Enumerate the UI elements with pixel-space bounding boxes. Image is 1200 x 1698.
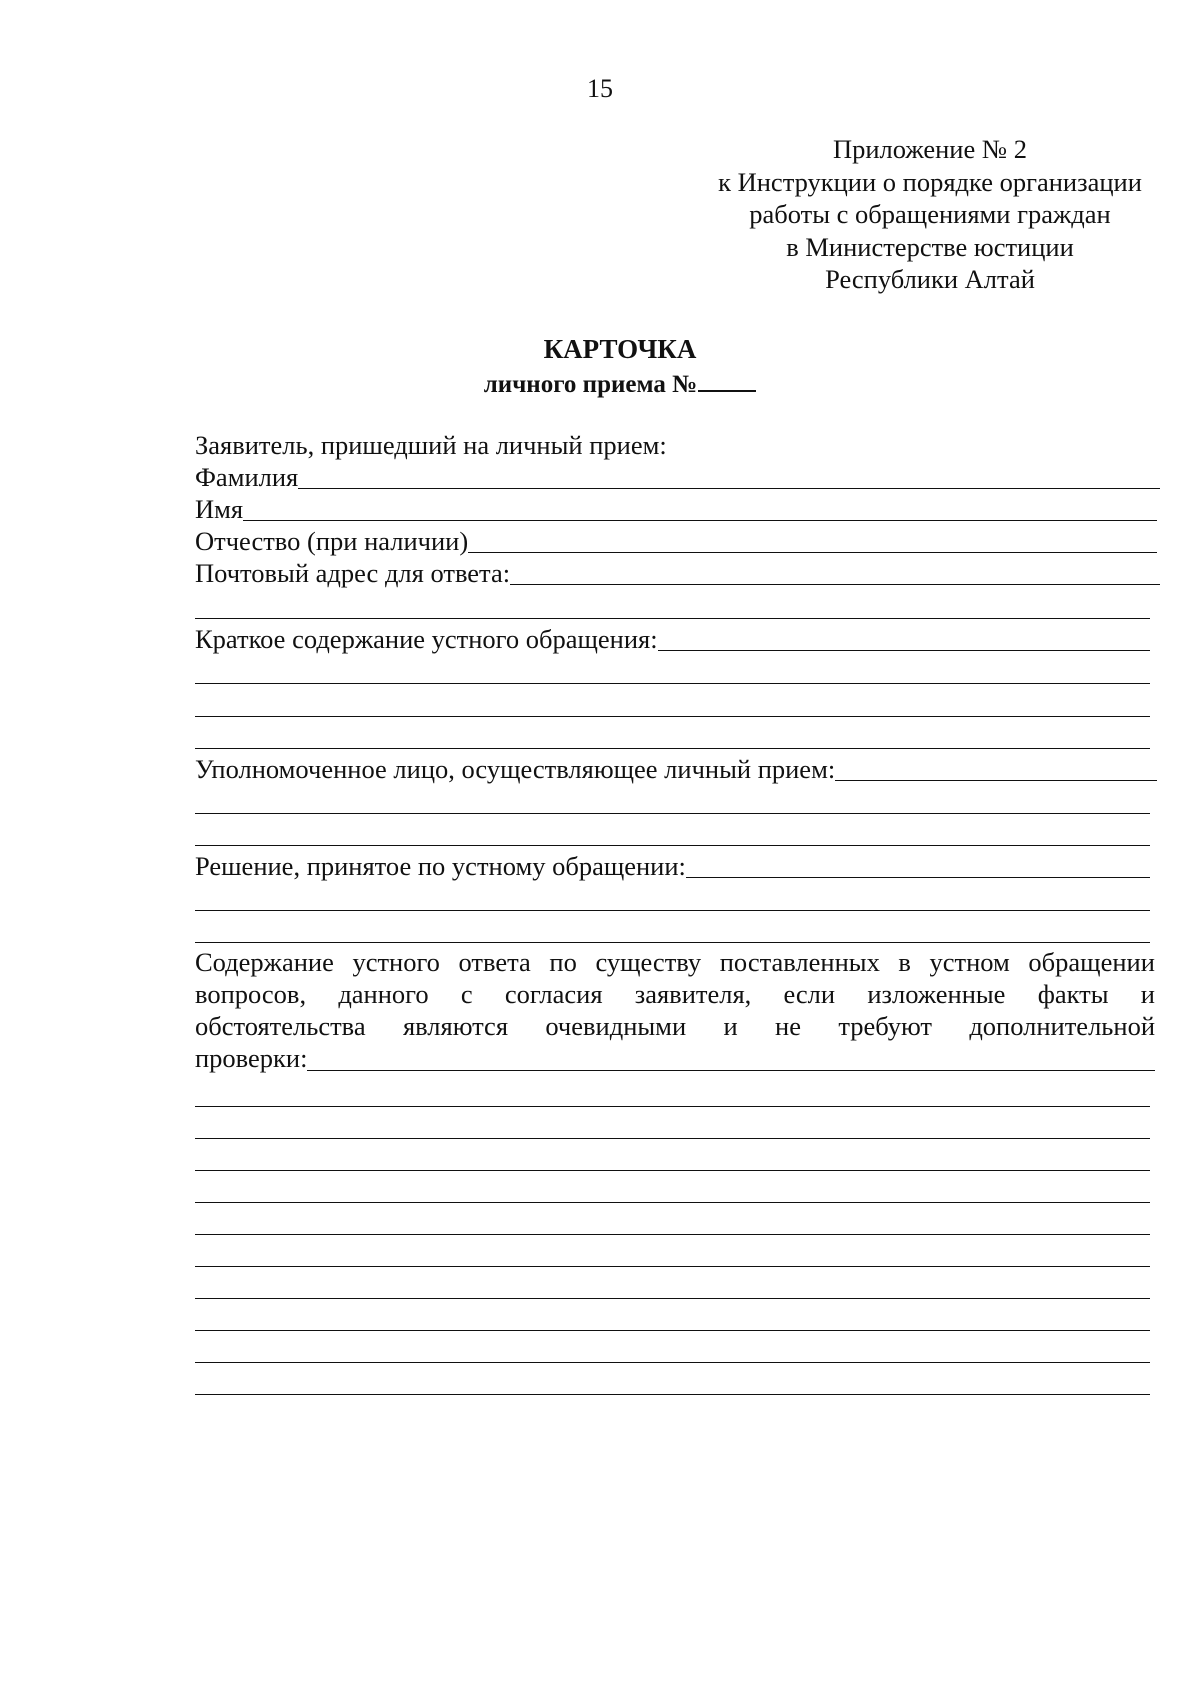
paragraph-word: Содержание (195, 947, 334, 977)
paragraph-word: устном (929, 947, 1010, 977)
paragraph-line (195, 1010, 1155, 1042)
answer-extra-line[interactable] (195, 1170, 1150, 1171)
official-extra-line[interactable] (195, 813, 1150, 814)
paragraph-word: требуют (838, 1011, 932, 1041)
answer-extra-line[interactable] (195, 1298, 1150, 1299)
answer-extra-line[interactable] (195, 1266, 1150, 1267)
appendix-line: к Инструкции о порядке организации (718, 166, 1142, 197)
answer-paragraph (195, 946, 1155, 1074)
paragraph-word: данного (338, 979, 429, 1009)
paragraph-word: и (1140, 979, 1155, 1009)
decision-label: Решение, принятое по устному обращении: (195, 851, 686, 881)
paragraph-word: и (723, 1011, 738, 1041)
paragraph-word: факты (1037, 979, 1109, 1009)
address-label: Почтовый адрес для ответа: (195, 558, 511, 588)
address-row (195, 558, 1160, 588)
answer-extra-line[interactable] (195, 1330, 1150, 1331)
surname-row (195, 462, 1160, 492)
paragraph-word: с (460, 979, 473, 1009)
paragraph-word: дополнительной (969, 1011, 1155, 1041)
card-subtitle: личного приема № (483, 371, 698, 398)
paragraph-word: заявителя, (634, 979, 752, 1009)
paragraph-word: согласия (504, 979, 603, 1009)
address-field[interactable] (510, 560, 1160, 585)
summary-row (195, 624, 1150, 654)
official-field[interactable] (835, 756, 1157, 781)
appendix-line: в Министерстве юстиции (786, 231, 1074, 262)
appendix-line: Приложение № 2 (832, 134, 1027, 164)
decision-field[interactable] (686, 853, 1150, 878)
paragraph-word: если (783, 979, 836, 1009)
paragraph-word: в (898, 947, 911, 977)
appendix-line: работы с обращениями граждан (749, 199, 1111, 229)
paragraph-word: по (549, 947, 577, 977)
paragraph-word: обстоятельства (195, 1011, 366, 1041)
paragraph-word: изложенные (867, 979, 1006, 1009)
decision-extra-line[interactable] (195, 910, 1150, 911)
patronymic-row (195, 526, 1157, 556)
paragraph-line (195, 978, 1155, 1010)
answer-extra-line[interactable] (195, 1234, 1150, 1235)
answer-extra-line[interactable] (195, 1138, 1150, 1139)
name-field[interactable] (243, 496, 1157, 521)
card-title: КАРТОЧКА (543, 334, 697, 364)
official-extra-line[interactable] (195, 845, 1150, 846)
answer-extra-line[interactable] (195, 1202, 1150, 1203)
paragraph-word: вопросов, (195, 979, 307, 1009)
decision-row (195, 851, 1150, 881)
summary-extra-line[interactable] (195, 748, 1150, 749)
applicant-heading-row (195, 430, 895, 460)
summary-label: Краткое содержание устного обращения: (195, 624, 658, 654)
paragraph-word: устного (352, 947, 440, 977)
answer-label: проверки: (195, 1043, 308, 1073)
answer-extra-line[interactable] (195, 1394, 1150, 1395)
answer-extra-line[interactable] (195, 1106, 1150, 1107)
summary-extra-line[interactable] (195, 716, 1150, 717)
address-extra-line[interactable] (195, 618, 1150, 619)
official-label: Уполномоченное лицо, осуществляющее личный прием: (195, 754, 836, 784)
paragraph-word: поставленных (719, 947, 880, 977)
surname-label: Фамилия (195, 462, 299, 492)
summary-extra-line[interactable] (195, 683, 1150, 684)
paragraph-line (195, 1042, 1155, 1074)
paragraph-word: ответа (458, 947, 531, 977)
paragraph-word: не (775, 1011, 801, 1041)
name-row (195, 494, 1157, 524)
paragraph-word: существу (595, 947, 702, 977)
paragraph-word: обращении (1028, 947, 1155, 977)
patronymic-field[interactable] (468, 528, 1157, 553)
applicant-heading: Заявитель, пришедший на личный прием: (195, 430, 667, 460)
paragraph-word: очевидными (545, 1011, 687, 1041)
answer-field[interactable] (307, 1046, 1155, 1071)
card-number-field[interactable] (698, 366, 756, 392)
paragraph-line (195, 946, 1155, 978)
patronymic-label: Отчество (при наличии) (195, 526, 469, 556)
surname-field[interactable] (298, 464, 1160, 489)
paragraph-word: являются (402, 1011, 509, 1041)
card-subtitle-row (420, 366, 820, 401)
official-row (195, 754, 1157, 784)
decision-extra-line[interactable] (195, 942, 1150, 943)
appendix-header (680, 133, 1180, 296)
appendix-line: Республики Алтай (825, 264, 1035, 294)
answer-extra-line[interactable] (195, 1362, 1150, 1363)
page-number: 15 (587, 74, 613, 103)
summary-field[interactable] (658, 626, 1150, 651)
name-label: Имя (195, 494, 244, 524)
